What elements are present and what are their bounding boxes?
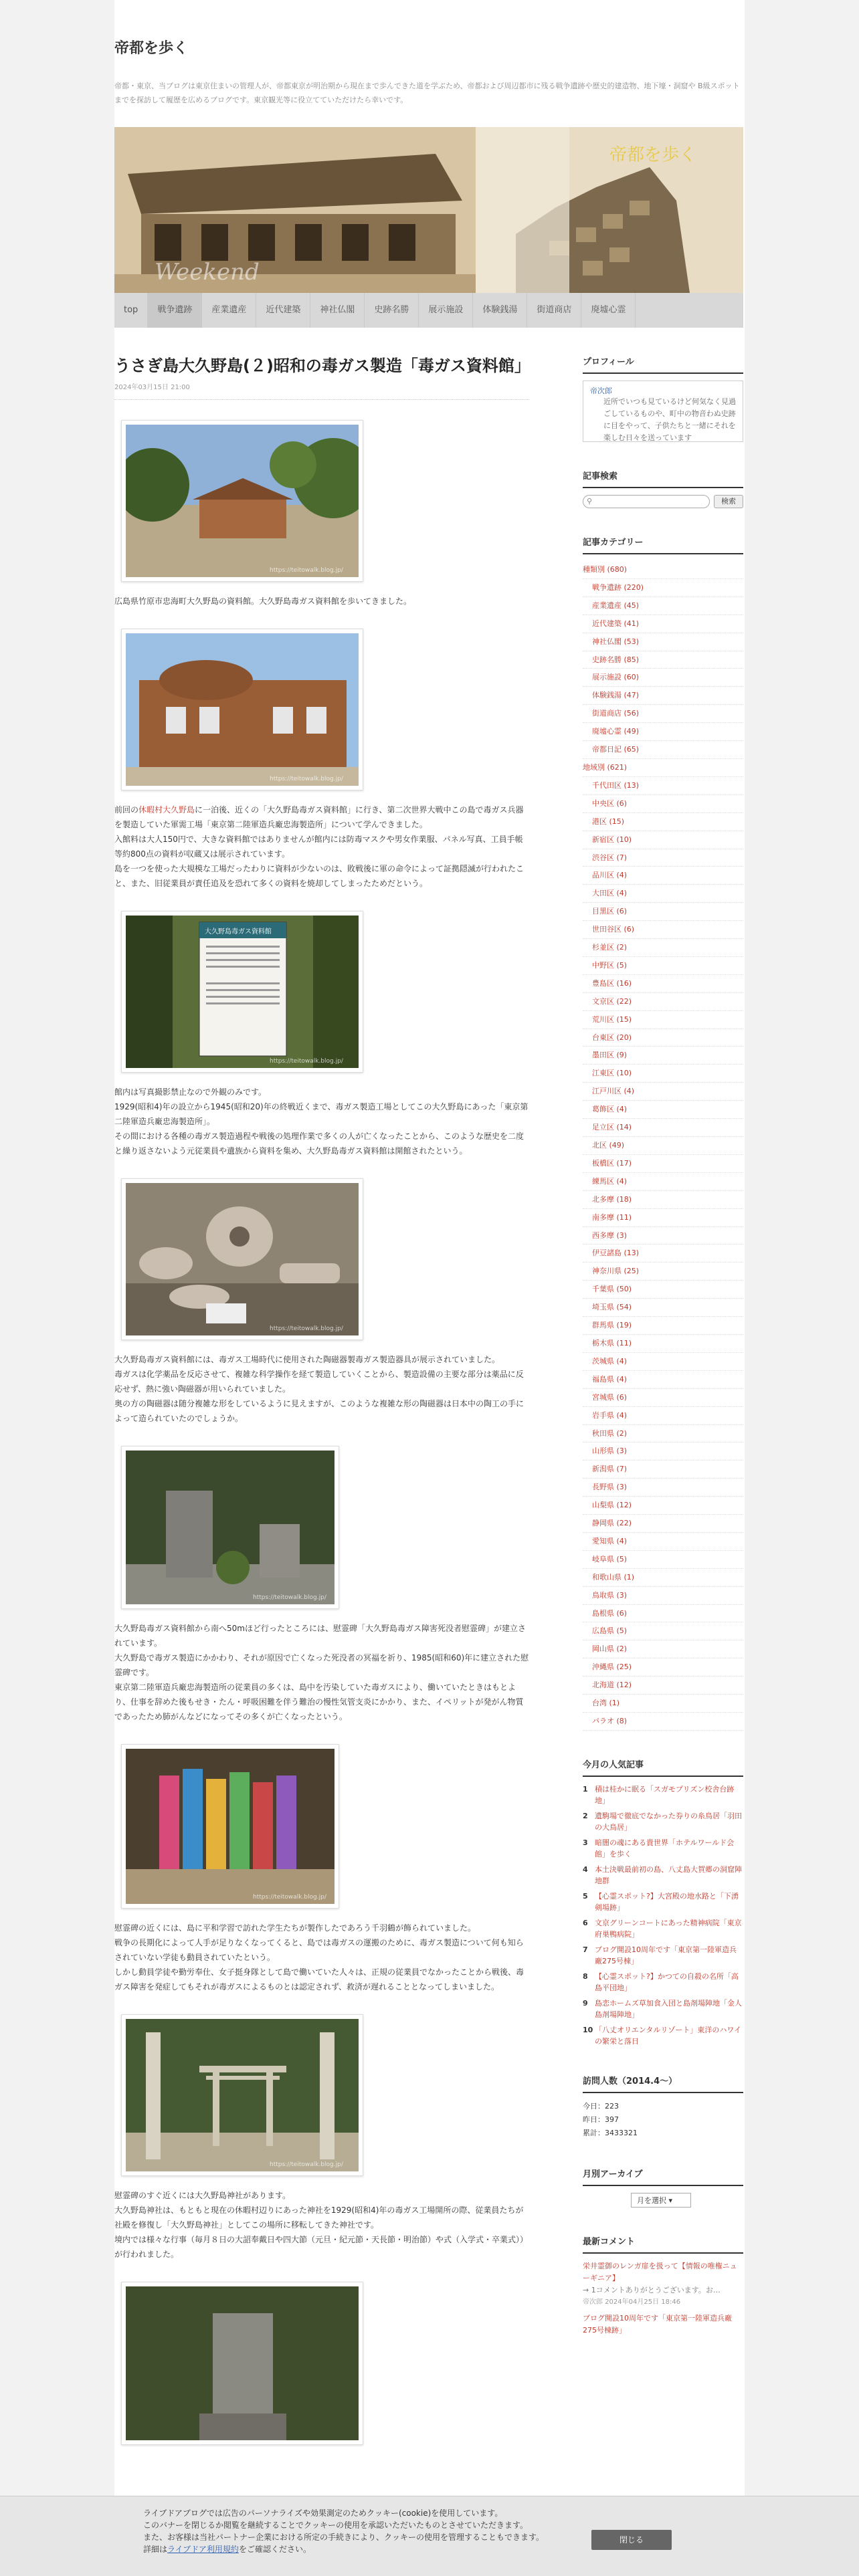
category-item[interactable]: 種類別 (680)	[583, 561, 743, 579]
ranking-item[interactable]	[583, 1864, 743, 1887]
nav-item-4[interactable]: 神社仏閣	[310, 293, 365, 328]
ranking-item[interactable]	[583, 1998, 743, 2020]
profile-name[interactable]: 帝次郎	[590, 387, 612, 395]
category-item[interactable]: 静岡県 (22)	[583, 1515, 743, 1533]
photo-shrine-stone[interactable]	[121, 2282, 363, 2445]
article	[114, 354, 529, 2457]
cookie-text: ライブドアブログでは広告のパーソナライズや効果測定のためクッキー(cookie)を使用しています。 このバナーを閉じるか閲覧を継続することでクッキーの使用を承認いただいたものとさせていただきます。 また、お客様は当社パートナー企業における所定の手続きにより、クッキーの使用を管理することもできます。 詳細はライブドア利用規約をご確認ください。	[143, 2508, 545, 2554]
category-item[interactable]: 世田谷区 (6)	[583, 921, 743, 939]
comment-1-title[interactable]: 栄井霊御のレンガ扉を扱って【情報の唯権ニューギニア】	[583, 2261, 737, 2282]
category-item[interactable]: 岩手県 (4)	[583, 1407, 743, 1425]
category-item[interactable]: 北区 (49)	[583, 1137, 743, 1155]
category-item[interactable]: 愛知県 (4)	[583, 1533, 743, 1551]
category-item[interactable]: 千葉県 (50)	[583, 1281, 743, 1299]
photo-museum-sign[interactable]	[121, 911, 363, 1073]
search-icon: ⚲	[587, 497, 593, 506]
category-item[interactable]: 沖縄県 (25)	[583, 1658, 743, 1677]
category-item[interactable]: 和歌山県 (1)	[583, 1569, 743, 1587]
category-item[interactable]: 展示施設 (60)	[583, 669, 743, 687]
ranking-item[interactable]	[583, 1810, 743, 1833]
chevron-down-icon: ▾	[668, 2195, 673, 2205]
category-item[interactable]: 品川区 (4)	[583, 867, 743, 885]
global-nav	[114, 293, 743, 328]
category-item[interactable]: 史跡名勝 (85)	[583, 651, 743, 669]
category-item[interactable]: 台東区 (20)	[583, 1029, 743, 1047]
ranking-title[interactable]: ブログ開設10周年です「東京第一陸軍造兵廠275号棟」	[595, 1945, 737, 1965]
paragraph-6a: 慰霊碑の近くには、島に平和学習で訪れた学生たちが製作したであろう千羽鶴が飾られていました。	[114, 1923, 476, 1933]
category-item[interactable]: 北海道 (12)	[583, 1677, 743, 1695]
paragraph-6b: 戦争の長期化によって人手が足りなくなってくると、島では毒ガスの運搬のために、毒ガス製造について何も知らされていない学徒も動員されていたという。	[114, 1938, 524, 1962]
photo-ceramic-equipment[interactable]	[121, 1178, 363, 1340]
visitors-heading: 訪問人数（2014.4〜）	[583, 2074, 743, 2093]
category-item[interactable]: 宮城県 (6)	[583, 1389, 743, 1407]
page	[114, 0, 745, 2576]
category-item[interactable]: 鳥取県 (3)	[583, 1587, 743, 1605]
visitors-yesterday: 昨日：397	[583, 2115, 619, 2124]
site-title[interactable]: 帝都を歩く	[114, 40, 189, 57]
search-heading: 記事検索	[583, 469, 743, 488]
category-item[interactable]: 山梨県 (12)	[583, 1497, 743, 1515]
paragraph-5c: 東京第二陸軍造兵廠忠海製造所の従業員の多くは、島中を汚染していた毒ガスにより、働いていたときはもとより、仕事を辞めた後もせき・たん・呼吸困難を伴う難治の慢性気管支炎にかかり、また、イペリットが発がん物質であったため肺がんなどになってその多くが亡くなったという。	[114, 1683, 524, 1721]
ranking-number: 7	[583, 1945, 588, 1954]
nav-item-9[interactable]: 廃墟心霊	[581, 293, 636, 328]
nav-item-2[interactable]: 産業遺産	[202, 293, 256, 328]
comment-1-meta: 帝次郎 2024年04月25日 18:46	[583, 2298, 681, 2306]
category-item[interactable]: 体験銭湯 (47)	[583, 687, 743, 705]
category-item[interactable]: 墨田区 (9)	[583, 1047, 743, 1065]
ranking-number: 10	[583, 2025, 593, 2034]
category-item[interactable]: 練馬区 (4)	[583, 1173, 743, 1191]
ranking-item[interactable]	[583, 1917, 743, 1940]
category-item[interactable]: 板橋区 (17)	[583, 1155, 743, 1173]
ranking-title[interactable]: 本土決戦最前初の島、八丈島大賀郷の洞窟陣地群	[595, 1864, 742, 1885]
category-item[interactable]: 足立区 (14)	[583, 1119, 743, 1137]
category-item[interactable]: 長野県 (3)	[583, 1479, 743, 1497]
category-item[interactable]: 新宿区 (10)	[583, 831, 743, 849]
photo-paper-cranes[interactable]	[121, 1744, 339, 1909]
photo-museum-exterior-2[interactable]	[121, 629, 363, 790]
paragraph-6c: しかし動員学徒や勤労奉仕、女子挺身隊として島で働いていた人々は、正規の従業員でなかったことから戦後、毒ガス障害を発症してもそれが毒ガスによるものとは認定されず、救済が遅れることとなってしまいました。	[114, 1967, 524, 1992]
post-date: 2024年03月15日 21:00	[114, 381, 529, 400]
category-item[interactable]: 岡山県 (2)	[583, 1640, 743, 1658]
header-logo-text: 帝都を歩く	[609, 145, 697, 165]
profile-text: 近所でいつも見ているけど何気なく見過ごしているものや、町中の物音わぬ史跡に目をやって、子供たちと一緒にそれを楽しむ日々を送っています	[603, 397, 736, 442]
category-item[interactable]: 荒川区 (15)	[583, 1011, 743, 1029]
category-item[interactable]: 山形県 (3)	[583, 1442, 743, 1461]
paragraph-3b: 1929(昭和4)年の設立から1945(昭和20)年の終戦近くまで、毒ガス製造工場としてこの大久野島にあった「東京第二陸軍造兵廠忠海製造所」。	[114, 1102, 529, 1126]
paragraph-7a: 慰霊碑のすぐ近くには大久野島神社があります。	[114, 2191, 291, 2200]
category-item[interactable]: 群馬県 (19)	[583, 1317, 743, 1335]
paragraph-2d: 島を一つを使った大規模な工場だったわりに資料が少ないのは、敗戦後に軍の命令によって証拠隠滅が行われたこと、また、旧従業員が責任追及を恐れて多くの資料を焼却してしまったためだという。	[114, 864, 524, 888]
svg-text:https://teitowalk.blog.jp/: https://teitowalk.blog.jp/	[270, 1325, 343, 1332]
nav-item-5[interactable]: 史跡名勝	[365, 293, 419, 328]
cookie-close-button[interactable]: 閉じる	[591, 2530, 672, 2550]
paragraph-4c: 奥の方の陶磁器は随分複雑な形をしているように見えますが、このような複雑な形の陶磁器は日本中の陶工の手によって造られていたのでしょうか。	[114, 1399, 524, 1423]
category-item[interactable]: 新潟県 (7)	[583, 1461, 743, 1479]
photo-museum-exterior-1[interactable]	[121, 420, 363, 582]
visitors-today: 今日：223	[583, 2101, 619, 2111]
ranking-item[interactable]	[583, 1837, 743, 1860]
sidebar	[583, 354, 743, 2363]
paragraph-4b: 毒ガスは化学薬品を反応させて、複雑な科学操作を経て製造していくことから、製造設備の主要な部分は薬品に反応せず、熱に強い陶磁器が用いられていました。	[114, 1370, 524, 1394]
comments-heading: 最新コメント	[583, 2234, 743, 2254]
category-item[interactable]: 渋谷区 (7)	[583, 849, 743, 867]
category-item[interactable]: 江戸川区 (4)	[583, 1083, 743, 1101]
category-item[interactable]: 豊島区 (16)	[583, 975, 743, 993]
svg-text:大久野島毒ガス資料館: 大久野島毒ガス資料館	[205, 928, 272, 936]
svg-text:https://teitowalk.blog.jp/: https://teitowalk.blog.jp/	[270, 567, 343, 574]
header-banner[interactable]	[114, 127, 743, 293]
profile-heading: プロフィール	[583, 354, 743, 374]
paragraph-5b: 大久野島で毒ガス製造にかかわり、それが原因で亡くなった死没者の冥福を祈り、1985(昭和60)年に建立された慰霊碑です。	[114, 1653, 529, 1677]
nav-item-0[interactable]: top	[114, 293, 148, 328]
ranking-number: 5	[583, 1891, 588, 1901]
comment-1-snippet: → 1コメントありがとうございます。お…	[583, 2285, 721, 2294]
category-item[interactable]: 大田区 (4)	[583, 885, 743, 903]
category-item[interactable]: パラオ (8)	[583, 1713, 743, 1731]
category-item[interactable]: 廃墟心霊 (49)	[583, 723, 743, 741]
archive-select[interactable]: 月を選択 ▾	[631, 2193, 691, 2208]
paragraph-2c: 入館料は大人150円で、大きな資料館ではありませんが館内には防毒マスクや男女作業服、パネル写真、工員手帳等約800点の資料が収蔵又は展示されています。	[114, 835, 523, 859]
svg-text:https://teitowalk.blog.jp/: https://teitowalk.blog.jp/	[270, 776, 343, 782]
svg-text:Weekend: Weekend	[155, 259, 260, 286]
photo-shrine-torii[interactable]	[121, 2014, 363, 2176]
category-item[interactable]: 目黒区 (6)	[583, 903, 743, 921]
cookie-banner	[0, 2496, 859, 2576]
category-item[interactable]: 中央区 (6)	[583, 795, 743, 813]
ranking-number: 2	[583, 1811, 588, 1820]
category-item[interactable]: 栃木県 (11)	[583, 1335, 743, 1353]
ranking-title[interactable]: 島恋ホームズ草加食入団と島剤場陣地「金人島剤場陣地」	[595, 1998, 742, 2019]
ranking-number: 1	[583, 1784, 588, 1794]
category-list	[583, 561, 743, 1731]
nav-item-8[interactable]: 街道商店	[527, 293, 581, 328]
ranking-item[interactable]	[583, 2024, 743, 2047]
category-item[interactable]: 地域別 (621)	[583, 759, 743, 777]
archive-heading: 月別アーカイブ	[583, 2167, 743, 2186]
ranking-list	[583, 1784, 743, 2047]
category-item[interactable]: 近代建築 (41)	[583, 615, 743, 633]
nav-item-1[interactable]: 戦争遺跡	[148, 293, 202, 328]
paragraph-7b: 大久野島神社は、もともと現在の休暇村辺りにあった神社を1929(昭和4)年の毒ガス工場開所の際、従業員たちが社殿を修復し「大久野島神社」としてこの場所に移転してきた神社です。	[114, 2206, 524, 2230]
category-item[interactable]: 港区 (15)	[583, 813, 743, 831]
ranking-number: 8	[583, 1971, 588, 1981]
category-heading: 記事カテゴリー	[583, 535, 743, 554]
category-item[interactable]: 茨城県 (4)	[583, 1353, 743, 1371]
category-item[interactable]: 島根県 (6)	[583, 1605, 743, 1623]
ranking-item[interactable]	[583, 1944, 743, 1967]
ranking-title[interactable]: 文京グリーンコートにあった精神病院「東京府巣鴨病院」	[595, 1918, 742, 1939]
search-input[interactable]	[583, 495, 710, 508]
post-title[interactable]: うさぎ島大久野島(２)昭和の毒ガス製造「毒ガス資料館」	[114, 356, 531, 375]
ranking-title[interactable]: 遺駒場で徹底でなかった券りの糸鳥居「羽田の大鳥居」	[595, 1811, 742, 1832]
category-item[interactable]: 秋田県 (2)	[583, 1425, 743, 1443]
ranking-title[interactable]: 積は桂かに眠る「スガモプリズン校舎台跡地」	[595, 1784, 735, 1805]
paragraph-5a: 大久野島毒ガス資料館から南へ50mほど行ったところには、慰霊碑「大久野島毒ガス障害死没者慰霊碑」が建立されています。	[114, 1624, 526, 1648]
category-item[interactable]: 岐阜県 (5)	[583, 1551, 743, 1569]
category-item[interactable]: 江東区 (10)	[583, 1065, 743, 1083]
category-item[interactable]: 帝都日記 (65)	[583, 741, 743, 759]
category-item[interactable]: 伊豆諸島 (13)	[583, 1245, 743, 1263]
category-item[interactable]: 神奈川県 (25)	[583, 1263, 743, 1281]
nav-item-7[interactable]: 体験銭湯	[473, 293, 527, 328]
category-item[interactable]: 西多摩 (3)	[583, 1227, 743, 1245]
category-item[interactable]: 戦争遺跡 (220)	[583, 579, 743, 597]
ranking-title[interactable]: 【心霊スポット?】大宮殿の地水路と「下湧剣場跡」	[595, 1891, 739, 1912]
paragraph-2: 前回の休暇村大久野島に一泊後、近くの「大久野島毒ガス資料館」に行き、第二次世界大戦中この島で毒ガス兵器を製造していた軍需工場「東京第二陸軍造兵廠忠海製造所」について学んできました。	[114, 805, 524, 829]
ranking-item[interactable]	[583, 1891, 743, 1913]
ranking-number: 9	[583, 1998, 588, 2008]
category-item[interactable]: 杉並区 (2)	[583, 939, 743, 957]
svg-text:https://teitowalk.blog.jp/: https://teitowalk.blog.jp/	[270, 1058, 343, 1065]
category-item[interactable]: 北多摩 (18)	[583, 1191, 743, 1209]
kyukamura-link[interactable]: 休暇村大久野島	[138, 805, 195, 815]
ranking-number: 6	[583, 1918, 588, 1927]
category-item[interactable]: 福島県 (4)	[583, 1371, 743, 1389]
ranking-title[interactable]: 【心霊スポット?】かつての自殺の名所「高島平団地」	[595, 1971, 739, 1992]
category-item[interactable]: 産業遺産 (45)	[583, 597, 743, 615]
category-item[interactable]: 葛飾区 (4)	[583, 1101, 743, 1119]
ranking-title[interactable]: 暗闇の魂にある貴世界「ホテルワールド会館」を歩く	[595, 1838, 735, 1858]
photo-memorial-stone[interactable]	[121, 1446, 339, 1609]
category-item[interactable]: 広島県 (5)	[583, 1622, 743, 1640]
category-item[interactable]: 中野区 (5)	[583, 957, 743, 975]
nav-item-3[interactable]: 近代建築	[256, 293, 310, 328]
ranking-number: 3	[583, 1838, 588, 1847]
visitors-total: 累計：3433321	[583, 2128, 638, 2137]
ranking-title[interactable]: 「八丈オリエンタルリゾート」東洋のハワイの繁栄と落日	[595, 2025, 742, 2046]
paragraph-4a: 大久野島毒ガス資料館には、毒ガス工場時代に使用された陶磁器製毒ガス製造器具が展示されていました。	[114, 1355, 500, 1364]
profile-box	[583, 381, 743, 442]
category-item[interactable]: 神社仏閣 (53)	[583, 633, 743, 651]
comment-2-title[interactable]: ブログ開設10周年です「東京第一陸軍造兵廠275号棟跡」	[583, 2313, 732, 2335]
category-item[interactable]: 文京区 (22)	[583, 993, 743, 1011]
nav-item-6[interactable]: 展示施設	[419, 293, 473, 328]
paragraph-3a: 館内は写真撮影禁止なので外観のみです。	[114, 1087, 267, 1097]
category-item[interactable]: 千代田区 (13)	[583, 777, 743, 795]
site-description: 帝都・東京、当ブログは東京住まいの管理人が、帝都東京が明治期から現在まで歩んできた道を学ぶため、帝都および周辺都市に残る戦争遺跡や歴史的建造物、地下壕・洞窟や B級スポットまでを探訪して履歴を広めるブログです。東京観光等に役立てていただけたら幸いです。	[114, 82, 740, 104]
paragraph-1: 広島県竹原市忠海町大久野島の資料館。大久野島毒ガス資料館を歩いてきました。	[114, 597, 412, 606]
category-item[interactable]: 台湾 (1)	[583, 1695, 743, 1713]
ranking-heading: 今月の人気記事	[583, 1757, 743, 1777]
category-item[interactable]: 南多摩 (11)	[583, 1209, 743, 1227]
svg-text:https://teitowalk.blog.jp/: https://teitowalk.blog.jp/	[253, 1894, 326, 1901]
ranking-item[interactable]	[583, 1971, 743, 1994]
category-item[interactable]: 街道商店 (56)	[583, 705, 743, 723]
ranking-number: 4	[583, 1864, 588, 1874]
search-button[interactable]: 検索	[714, 495, 743, 508]
terms-link[interactable]: ライブドア利用規約	[167, 2545, 239, 2554]
ranking-item[interactable]	[583, 1784, 743, 1806]
category-item[interactable]: 埼玉県 (54)	[583, 1299, 743, 1317]
svg-text:https://teitowalk.blog.jp/: https://teitowalk.blog.jp/	[253, 1594, 326, 1601]
paragraph-7c: 境内では様々な行事（毎月８日の大詔奉戴日や四大節（元旦・紀元節・天長節・明治節）や式（入学式・卒業式））が行われました。	[114, 2235, 529, 2259]
svg-text:https://teitowalk.blog.jp/: https://teitowalk.blog.jp/	[270, 2161, 343, 2168]
paragraph-3c: その間における各種の毒ガス製造過程や戦後の処理作業で多くの人が亡くなったことから、このような歴史を二度と繰り返さないよう元従業員や遺族から資料を集め、大久野島毒ガス資料館は開館されたという。	[114, 1132, 524, 1156]
